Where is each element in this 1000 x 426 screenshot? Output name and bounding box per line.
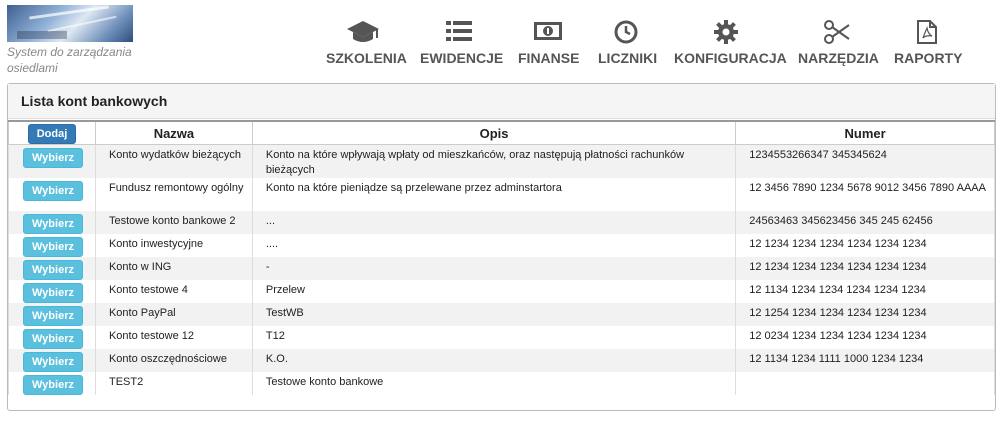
account-name: Konto testowe 12 [95,326,252,349]
nav-label: NARZĘDZIA [798,50,879,66]
account-number: 12 1134 1234 1111 1000 1234 1234 [736,349,995,372]
select-button[interactable]: Wybierz [23,352,83,372]
table-header-row [9,121,995,145]
table-row [9,145,995,179]
table-row [9,234,995,257]
account-number: 1234553266347 345345624 [736,145,995,179]
column-header-number[interactable]: Numer [736,121,995,145]
select-button[interactable]: Wybierz [23,148,83,168]
column-header-description[interactable]: Opis [252,121,735,145]
nav-item-narzedzia[interactable] [798,20,879,66]
table-row [9,257,995,280]
nav-label: FINANSE [518,50,580,66]
account-name: Konto wydatków bieżących [95,145,252,179]
account-name: Konto inwestycyjne [95,234,252,257]
nav-label: LICZNIKI [598,50,658,66]
select-button[interactable]: Wybierz [23,260,83,280]
select-button[interactable]: Wybierz [23,306,83,326]
account-description: Konto na które pieniądze są przelewane przez adminstartora [252,178,735,211]
nav-item-liczniki[interactable] [598,20,658,66]
pdf-file-icon [917,20,937,44]
account-description: - [252,257,735,280]
clock-icon [614,20,638,44]
list-icon [446,20,472,42]
money-icon [533,20,563,42]
account-number: 12 1134 1234 1234 1234 1234 1234 [736,280,995,303]
account-description: Przelew [252,280,735,303]
panel-title: Lista kont bankowych [21,93,168,109]
select-button[interactable]: Wybierz [23,375,83,395]
account-description: K.O. [252,349,735,372]
account-number: 12 1234 1234 1234 1234 1234 1234 [736,234,995,257]
nav-item-konfiguracja[interactable] [674,20,787,66]
account-name: Testowe konto bankowe 2 [95,211,252,234]
table-row [9,372,995,395]
account-name: Fundusz remontowy ogólny [95,178,252,211]
app-logo[interactable] [7,5,133,42]
panel-header [8,84,995,119]
table-row [9,349,995,372]
table-row [9,326,995,349]
account-name: Konto PayPal [95,303,252,326]
scissors-icon [824,20,850,44]
account-number: 12 1254 1234 1234 1234 1234 1234 [736,303,995,326]
nav-item-finanse[interactable] [518,20,578,66]
account-description: ... [252,211,735,234]
bank-accounts-table [8,120,995,395]
table-row [9,178,995,211]
nav-label: RAPORTY [894,50,963,66]
select-button[interactable]: Wybierz [23,214,83,234]
graduation-cap-icon [346,20,380,44]
select-button[interactable]: Wybierz [23,329,83,349]
account-number: 12 0234 1234 1234 1234 1234 1234 [736,326,995,349]
add-account-button[interactable]: Dodaj [28,124,76,144]
table-row [9,303,995,326]
account-name: Konto testowe 4 [95,280,252,303]
nav-label: SZKOLENIA [326,50,407,66]
account-description: Testowe konto bankowe [252,372,735,395]
nav-label: KONFIGURACJA [674,50,787,66]
bank-accounts-panel [7,83,996,411]
account-number: 12 1234 1234 1234 1234 1234 1234 [736,257,995,280]
account-description: T12 [252,326,735,349]
account-description: .... [252,234,735,257]
gear-icon [714,20,738,44]
column-header-name[interactable]: Nazwa [95,121,252,145]
select-button[interactable]: Wybierz [23,283,83,303]
account-number [736,372,995,395]
account-name: Konto w ING [95,257,252,280]
select-button[interactable]: Wybierz [23,181,83,201]
table-row [9,211,995,234]
nav-item-raporty[interactable] [894,20,963,66]
account-number: 12 3456 7890 1234 5678 9012 3456 7890 AAAA [736,178,995,211]
account-description: TestWB [252,303,735,326]
nav-label: EWIDENCJE [420,50,504,66]
app-tagline: System do zarządzania osiedlami [7,45,132,75]
nav-item-szkolenia[interactable] [326,20,407,66]
account-description: Konto na które wpływają wpłaty od mieszkańców, oraz następują płatności rachunków bieżących [252,145,735,179]
account-name: Konto oszczędnościowe [95,349,252,372]
select-button[interactable]: Wybierz [23,237,83,257]
account-name: TEST2 [95,372,252,395]
table-row [9,280,995,303]
nav-item-ewidencje[interactable] [420,20,504,66]
add-column-header [9,121,96,145]
account-number: 24563463 345623456 345 245 62456 [736,211,995,234]
